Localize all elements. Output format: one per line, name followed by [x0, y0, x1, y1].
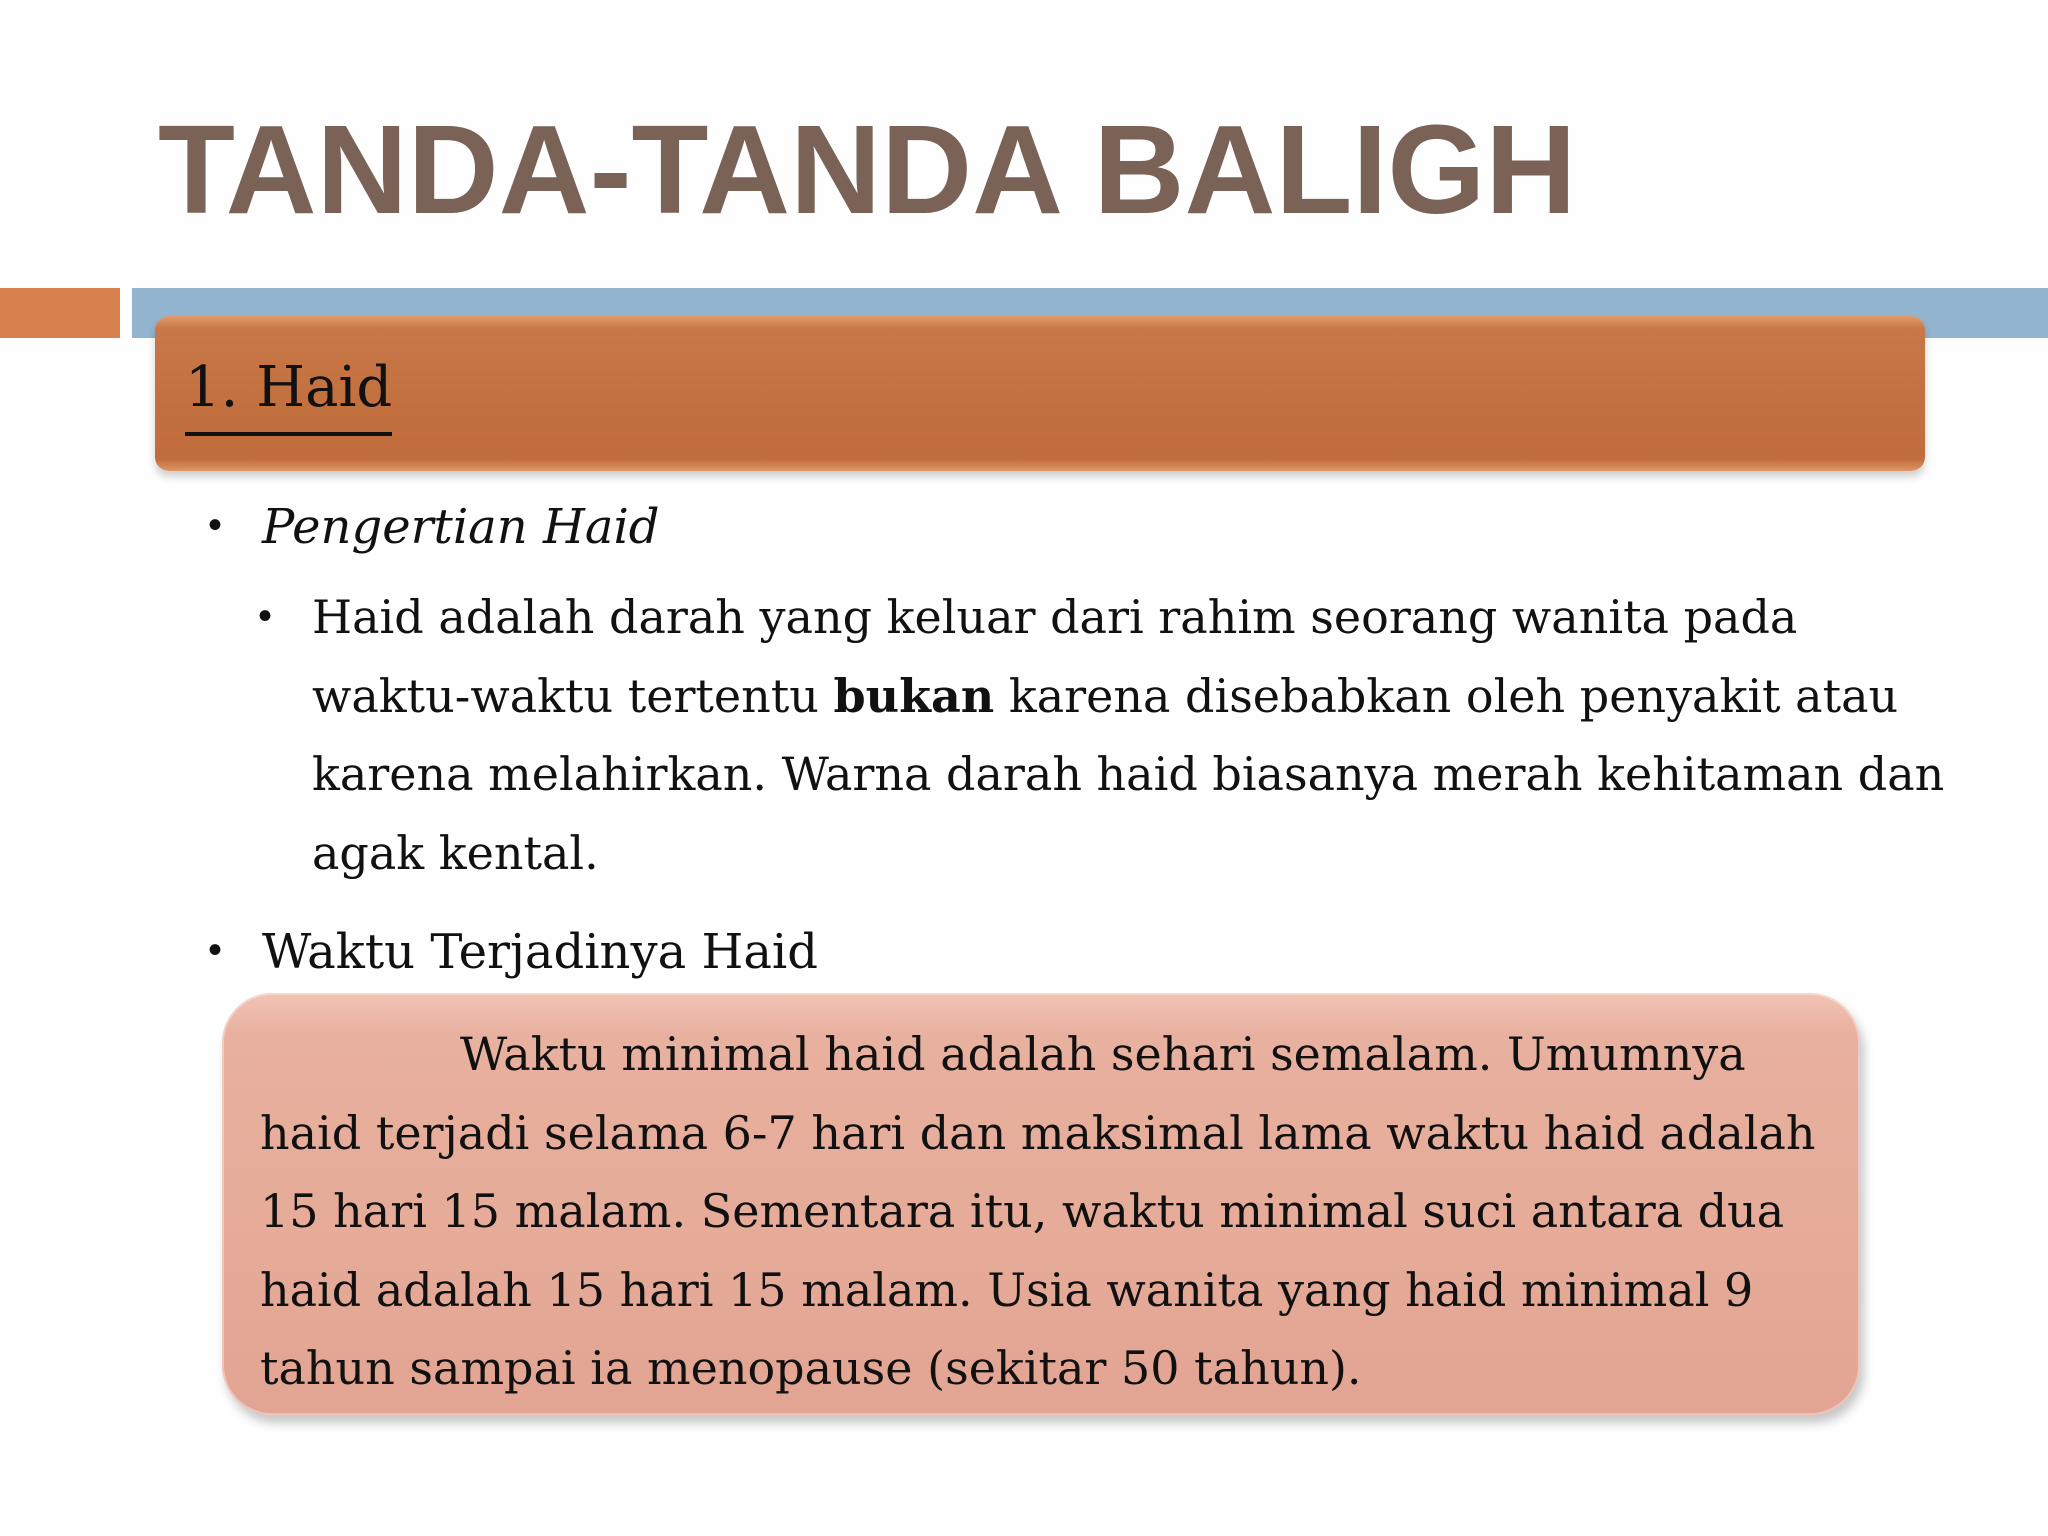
pengertian-text-after: karena disebabkan oleh penyakit atau karena melahirkan. Warna darah haid biasanya merah kehitaman dan agak kental. [312, 668, 1945, 880]
slide-title: TANDA-TANDA BALIGH [158, 99, 1577, 240]
accent-bar-orange [0, 288, 120, 338]
bullet-marker: • [208, 503, 223, 547]
section-header-box [155, 316, 1925, 471]
callout-box [222, 993, 1860, 1415]
section-header-label: 1. Haid [185, 348, 392, 436]
pengertian-paragraph [312, 578, 1952, 892]
callout-text: Waktu minimal haid adalah sehari semalam. Umumnya haid terjadi selama 6-7 hari dan maksimal lama waktu haid adalah 15 hari 15 malam. Sementara itu, waktu minimal suci antara dua haid adalah 15 hari 15 malam. Usia wanita yang haid minimal 9 tahun sampai ia menopause (sekitar 50 tahun). [260, 1027, 1816, 1395]
bullet-waktu-heading: Waktu Terjadinya Haid [262, 912, 818, 997]
bullet-marker: • [208, 928, 223, 972]
pengertian-text-bold: bukan [833, 668, 995, 723]
bullet-pengertian-heading: Pengertian Haid [262, 499, 660, 555]
pengertian-text-before: Haid adalah darah yang keluar dari rahim seorang wanita pada waktu-waktu tertentu [312, 590, 1798, 723]
bullet-marker: • [258, 594, 273, 638]
